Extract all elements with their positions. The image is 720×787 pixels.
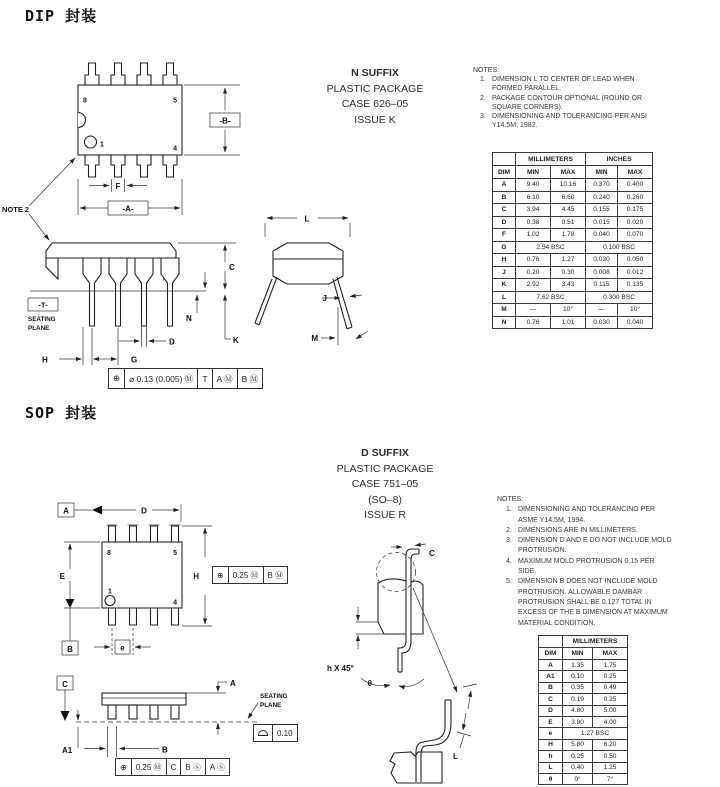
datum-b-arrow xyxy=(66,599,75,608)
notes-title: NOTES: xyxy=(497,496,524,503)
pin-number-4: 4 xyxy=(173,599,177,607)
sop-dimension-table xyxy=(538,635,628,785)
issue: ISSUE K xyxy=(354,113,396,126)
table-row: N 0.76 1.01 0.030 0.040 xyxy=(493,316,653,329)
package-type: PLASTIC PACKAGE xyxy=(326,82,424,95)
table-row: B 0.35 0.49 xyxy=(539,682,628,693)
case-alias: (SO–8) xyxy=(368,493,402,506)
table-row: B 6.10 6.60 0.240 0.260 xyxy=(493,191,653,204)
dim-label-b: B xyxy=(162,745,168,755)
seating-plane-text-2: PLANE xyxy=(28,325,50,332)
package-suffix: D SUFFIX xyxy=(361,447,409,459)
dim-label-g: G xyxy=(131,355,138,365)
dip-pin1-dot xyxy=(85,136,97,148)
case-number: CASE 626–05 xyxy=(341,98,409,110)
pin-number-1: 1 xyxy=(108,588,112,596)
note-text: DIMENSIONING AND TOLERANCING PER ASME Y14.5M, 1994. xyxy=(518,506,656,524)
position-symbol: ⊕ xyxy=(116,759,132,775)
chamfer-label: h X 45° xyxy=(327,664,354,673)
dip-section-title: DIP 封装 xyxy=(25,7,98,25)
table-row: L 0.40 1.25 xyxy=(539,762,628,773)
notes-title: NOTES: xyxy=(473,67,500,74)
note-number: 2. xyxy=(480,94,486,102)
note-text: DIMENSION L TO CENTER OF LEAD WHEN FORMED PARALLEL. xyxy=(492,76,635,93)
table-row: E 3.80 4.00 xyxy=(539,716,628,727)
note-item xyxy=(497,577,687,628)
table-row: J 0.20 0.30 0.008 0.012 xyxy=(493,266,653,279)
position-symbol: ⊕ xyxy=(109,369,125,388)
col-group-millimeters: MILLIMETERS xyxy=(516,153,586,166)
dip-end-view xyxy=(255,215,368,346)
pin-number-4: 4 xyxy=(173,145,177,153)
dim-label-h: H xyxy=(42,355,48,365)
note-number: 1. xyxy=(480,76,486,84)
position-symbol: ⊕ xyxy=(213,567,229,583)
note-item xyxy=(473,94,653,112)
datum-a-arrow xyxy=(92,506,102,515)
table-row: C 0.19 0.25 xyxy=(539,694,628,705)
note-item xyxy=(497,526,687,536)
table-row: M — 10° — 10° xyxy=(493,304,653,317)
note-text: DIMENSIONS ARE IN MILLIMETERS. xyxy=(518,526,638,534)
case-number: CASE 751–05 xyxy=(351,478,419,490)
pin-number-8: 8 xyxy=(83,97,87,105)
col-header: MIN xyxy=(563,648,593,660)
note-text: PACKAGE CONTOUR OPTIONAL (ROUND OR SQUARE CORNERS). xyxy=(492,94,642,111)
dim-label-k: K xyxy=(233,336,239,345)
note-text: DIMENSIONING AND TOLERANCING PER ANSI Y14.5M, 1982. xyxy=(492,113,647,130)
table-row: G 2.54 BSC 0.100 BSC xyxy=(493,241,653,254)
dim-label-c: C xyxy=(429,549,435,558)
datum-b: B Ⓢ xyxy=(181,759,206,775)
dim-label-a: -A- xyxy=(122,204,134,214)
col-header: DIM xyxy=(493,166,516,179)
table-row: A 9.40 10.16 0.370 0.400 xyxy=(493,179,653,192)
sop-side-view xyxy=(57,676,288,757)
dim-label-a1: A1 xyxy=(62,746,73,755)
dim-label-e: e xyxy=(120,643,125,653)
table-row: D 4.80 5.00 xyxy=(539,705,628,716)
seating-plane-text-1: SEATING xyxy=(260,693,288,700)
dim-label-j: J xyxy=(322,294,327,303)
dip-top-view xyxy=(2,63,240,240)
datum-b-label: B xyxy=(67,645,73,654)
dim-label-h-cap: H xyxy=(193,572,199,581)
col-header: MAX xyxy=(593,648,628,660)
note-item xyxy=(473,112,653,130)
sop-drawing xyxy=(20,495,500,787)
package-suffix: N SUFFIX xyxy=(351,67,399,79)
col-header: DIM xyxy=(539,648,563,660)
dim-label-l: L xyxy=(453,752,458,761)
col-header: MIN xyxy=(586,166,618,179)
sop-flatness-frame xyxy=(253,724,298,742)
dip-body-outline xyxy=(78,85,182,155)
table-row: h 0.25 0.50 xyxy=(539,751,628,762)
pin-number-5: 5 xyxy=(173,97,177,105)
tolerance-value: 0.25 Ⓜ xyxy=(229,567,264,583)
dip-index-notch xyxy=(78,113,86,128)
dim-label-b: -B- xyxy=(219,116,231,126)
table-row: D 0.38 0.51 0.015 0.020 xyxy=(493,216,653,229)
col-group-inches: INCHES xyxy=(586,153,653,166)
dim-label-n: N xyxy=(186,314,192,323)
table-row: K 2.92 3.43 0.115 0.135 xyxy=(493,279,653,292)
sop-fcf-h xyxy=(212,566,288,584)
flatness-icon xyxy=(258,730,268,736)
dim-label-f: F xyxy=(115,181,121,191)
dip-dimension-table xyxy=(492,152,653,329)
dim-label-theta: θ xyxy=(367,679,372,688)
datum-c-label: C xyxy=(62,680,68,689)
dim-label-c: C xyxy=(229,263,235,272)
dim-label-a: A xyxy=(230,679,236,688)
note-number: 1. xyxy=(506,506,512,514)
dip-suffix-block xyxy=(285,66,465,128)
flatness-value: 0.10 xyxy=(277,728,293,738)
col-group-millimeters: MILLIMETERS xyxy=(563,636,628,648)
note-item xyxy=(473,75,653,93)
sop-notes xyxy=(497,495,687,629)
dip-feature-control-frame xyxy=(108,368,263,389)
datum-b: B Ⓜ xyxy=(267,570,284,580)
col-header: MAX xyxy=(618,166,653,179)
note-number: 4. xyxy=(506,557,512,565)
dip-notes xyxy=(473,66,653,130)
tolerance-value: ⌀ 0.13 (0.005) Ⓜ xyxy=(125,369,198,388)
table-row: A1 0.10 0.25 xyxy=(539,671,628,682)
note-number: 3. xyxy=(480,113,486,121)
pin-number-8: 8 xyxy=(107,550,111,557)
package-type: PLASTIC PACKAGE xyxy=(336,462,434,475)
note-text: DIMENSION D AND E DO NOT INCLUDE MOLD PROTRUSION. xyxy=(518,537,672,555)
table-row: θ 0° 7° xyxy=(539,773,628,784)
sop-top-view xyxy=(58,503,212,655)
dim-label-d: D xyxy=(169,337,175,347)
seating-plane-text-1: SEATING xyxy=(28,316,56,323)
pin-number-5: 5 xyxy=(173,550,177,557)
datum-b: B Ⓜ xyxy=(241,373,259,384)
note-text: MAXIMUM MOLD PROTRUSION 0.15 PER SIDE. xyxy=(518,557,655,576)
datum-t: T xyxy=(198,369,212,388)
note-text: DIMENSION B DOES NOT INCLUDE MOLD PROTRUSION. ALLOWABLE DAMBAR PROTRUSION SHALL BE 0.127 TOTAL IN EXCESS OF THE B DIMENSION AT MAXIMUM MATERIAL CONDITION. xyxy=(518,578,668,627)
table-row: L 7.62 BSC 0.300 BSC xyxy=(493,291,653,304)
note2-label: NOTE 2 xyxy=(2,205,30,214)
table-row: H 0.76 1.27 0.030 0.050 xyxy=(493,254,653,267)
col-header: MIN xyxy=(516,166,551,179)
note-number: 3. xyxy=(506,537,512,545)
datum-c-arrow xyxy=(61,711,70,721)
dim-label-d: D xyxy=(141,506,147,516)
table-row: C 3.94 4.45 0.155 0.175 xyxy=(493,204,653,217)
datum-a: A Ⓜ xyxy=(213,369,238,388)
datum-a: A Ⓢ xyxy=(209,762,225,772)
col-header: MAX xyxy=(551,166,586,179)
seating-plane-text-2: PLANE xyxy=(260,702,282,709)
datum-a-label: A xyxy=(63,506,69,516)
datum-t-label: -T- xyxy=(38,300,48,310)
pin-number-1: 1 xyxy=(100,141,104,149)
table-row: A 1.35 1.75 xyxy=(539,660,628,671)
sop-pin1-dot xyxy=(105,596,115,606)
note-number: 5. xyxy=(506,578,512,586)
sop-fcf-bottom xyxy=(115,758,230,776)
table-row: F 1.02 1.78 0.040 0.070 xyxy=(493,229,653,242)
sop-section-title: SOP 封装 xyxy=(25,404,98,422)
dim-label-m: M xyxy=(311,334,318,343)
dim-label-l: L xyxy=(304,214,310,224)
datum-c: C xyxy=(167,759,182,775)
table-row: H 5.80 6.20 xyxy=(539,739,628,750)
dim-label-e-cap: E xyxy=(59,572,65,581)
table-row: e 1.27 BSC xyxy=(539,728,628,739)
dip-side-view xyxy=(28,243,239,365)
note-item xyxy=(497,505,687,526)
note-item xyxy=(497,536,687,557)
tolerance-value: 0.25 Ⓜ xyxy=(132,759,167,775)
sop-foot-detail xyxy=(390,684,477,783)
note-item xyxy=(497,557,687,578)
issue: ISSUE R xyxy=(363,509,406,521)
note-number: 2. xyxy=(506,526,512,534)
sop-lead-detail xyxy=(327,544,457,692)
